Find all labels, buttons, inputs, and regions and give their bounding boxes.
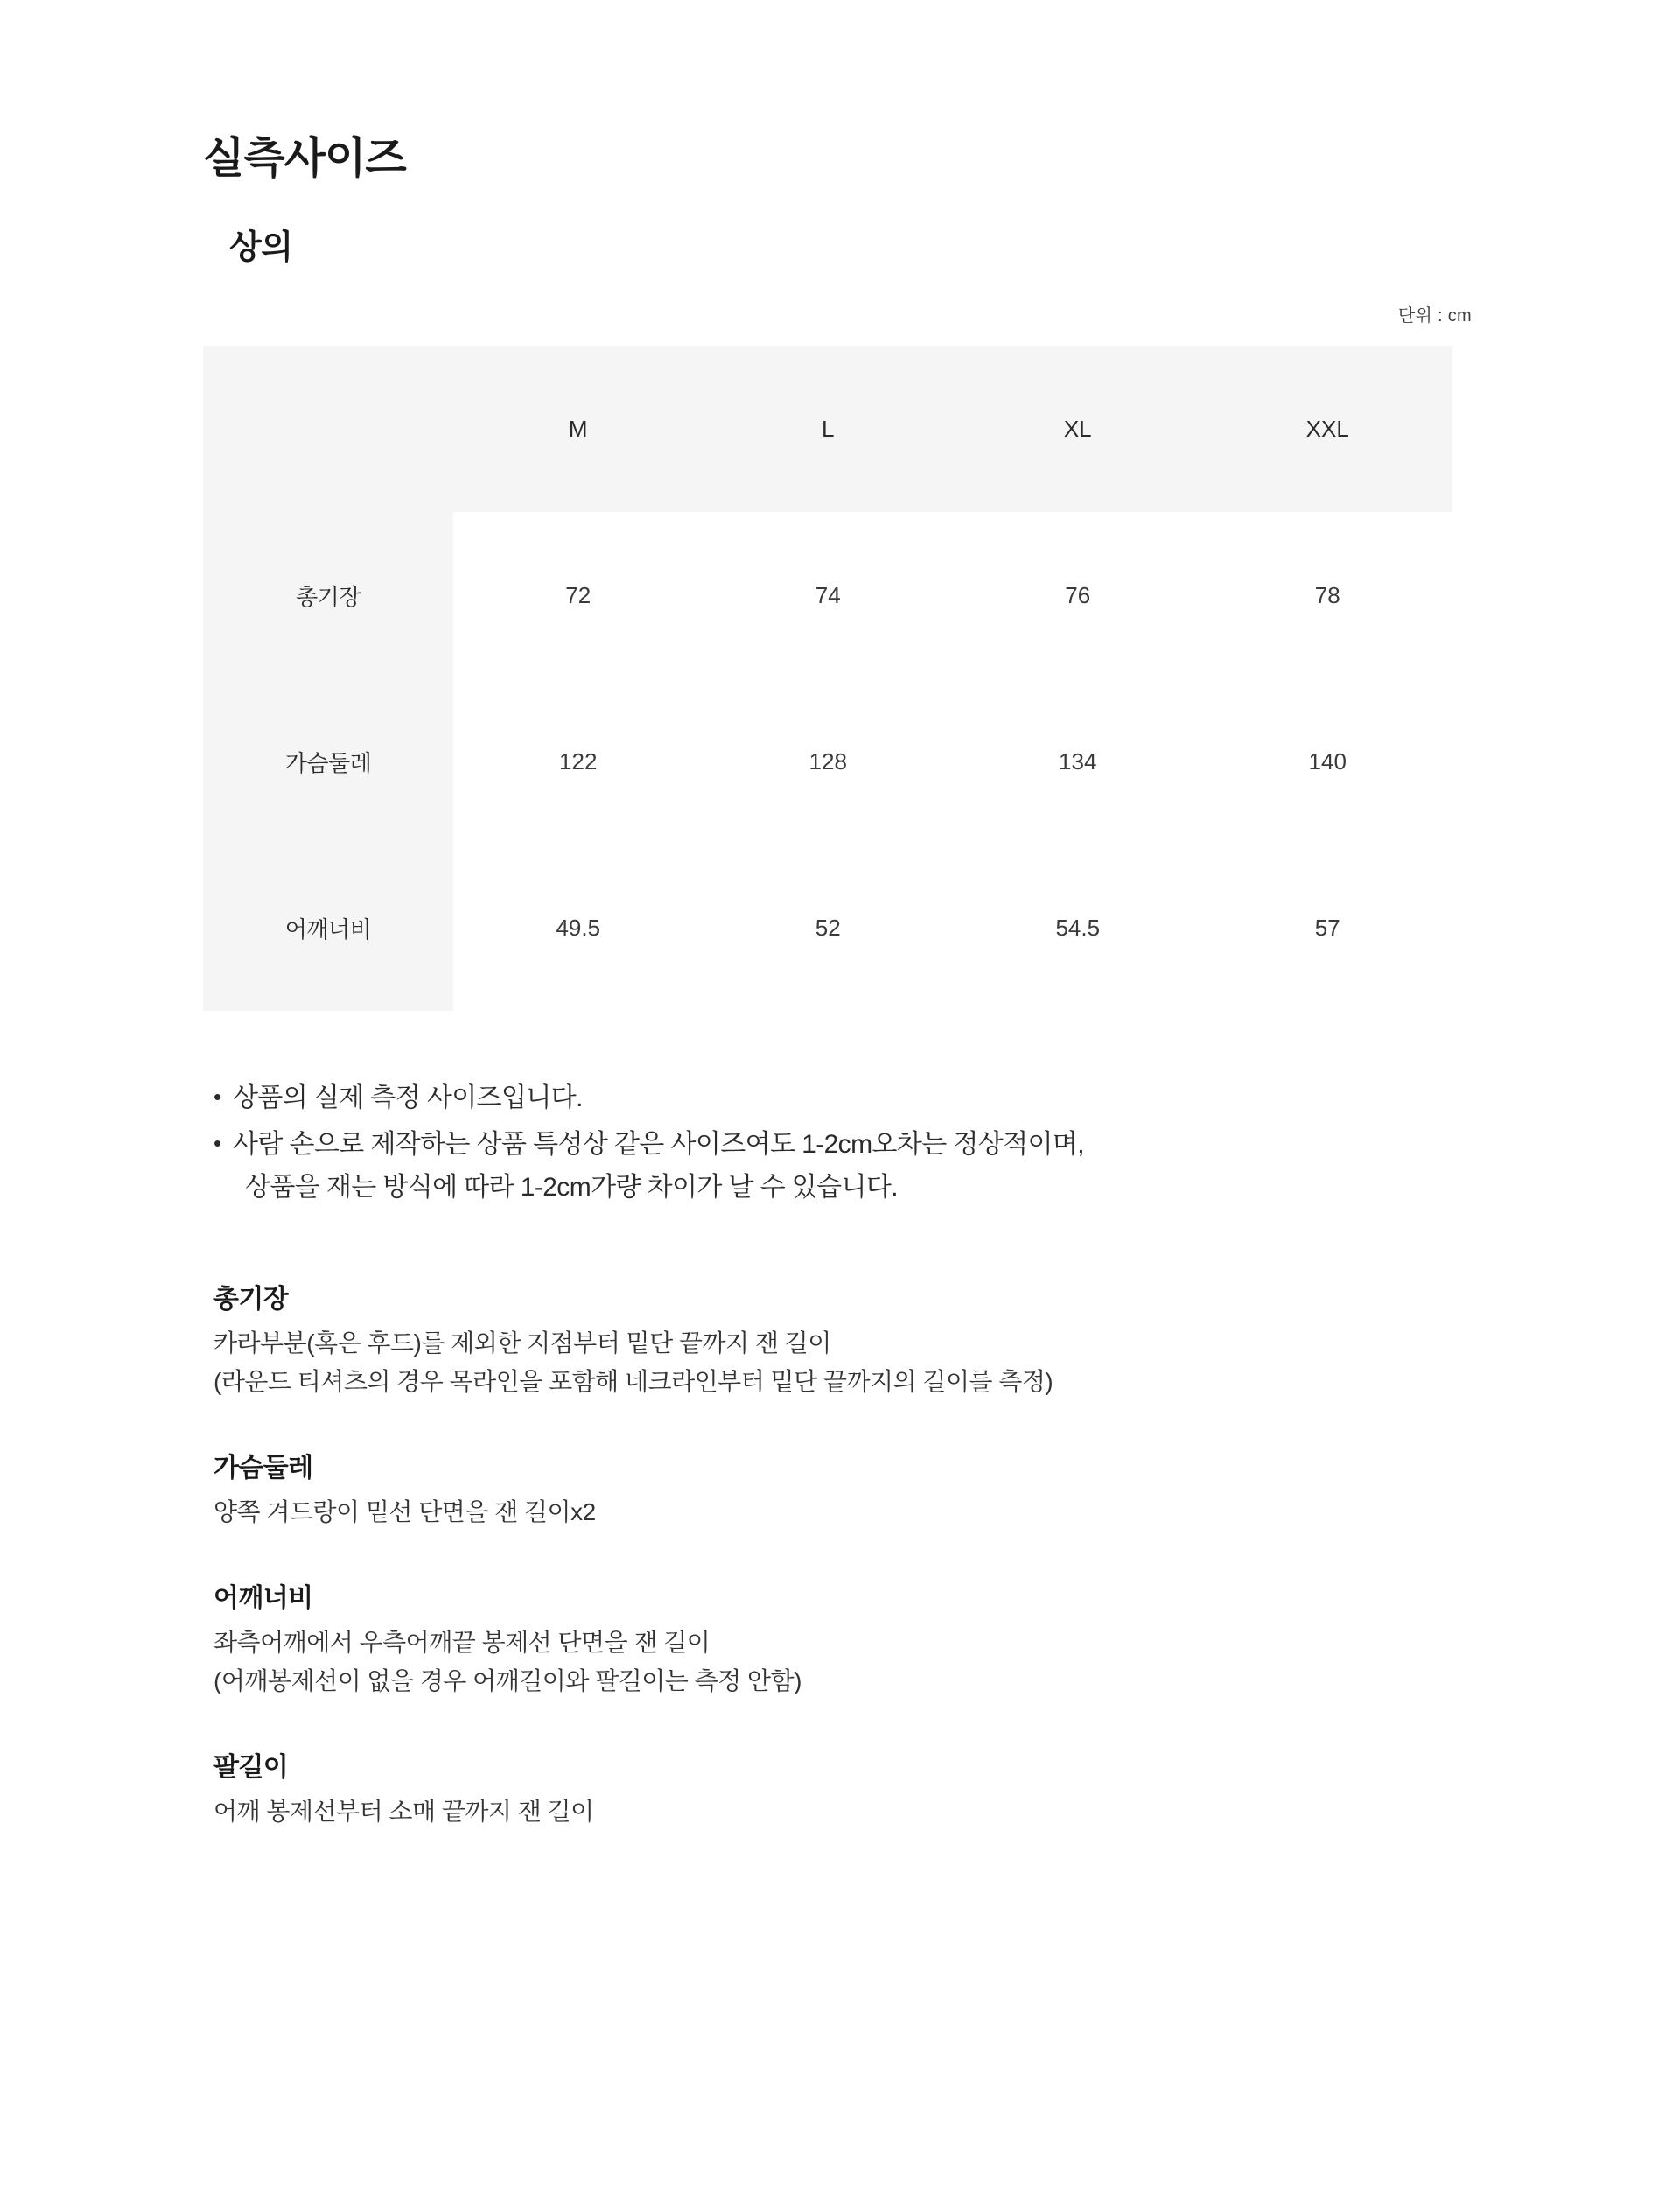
cell-chest-xl: 134 bbox=[953, 678, 1203, 845]
definitions-list bbox=[203, 1277, 1480, 1830]
cell-chest-m: 122 bbox=[453, 678, 704, 845]
definition-line-1: 양쪽 겨드랑이 밑선 단면을 잰 길이x2 bbox=[214, 1497, 596, 1525]
unit-label: 단위 : cm bbox=[1397, 306, 1472, 326]
cell-total-length-xl: 76 bbox=[953, 512, 1203, 678]
note-text-2-line2: 상품을 재는 방식에 따라 1-2cm가량 차이가 날 수 있습니다. bbox=[245, 1172, 898, 1202]
note-text-2-line1: 사람 손으로 제작하는 상품 특성상 같은 사이즈여도 1-2cm오차는 정상적이며, bbox=[233, 1129, 1084, 1159]
size-measurement-table bbox=[203, 346, 1452, 1011]
table-row bbox=[203, 845, 1452, 1011]
row-header-chest: 가슴둘레 bbox=[203, 678, 453, 845]
notes-list bbox=[203, 1077, 1480, 1209]
row-header-shoulder: 어깨너비 bbox=[203, 845, 453, 1011]
note-text-1: 상품의 실제 측정 사이즈입니다. bbox=[233, 1083, 583, 1113]
cell-total-length-xxl: 78 bbox=[1203, 512, 1453, 678]
cell-total-length-l: 74 bbox=[704, 512, 954, 678]
table-body bbox=[203, 512, 1452, 1011]
cell-total-length-m: 72 bbox=[453, 512, 704, 678]
definition-shoulder bbox=[214, 1576, 1480, 1700]
cell-chest-l: 128 bbox=[704, 678, 954, 845]
cell-shoulder-l: 52 bbox=[704, 845, 954, 1011]
content-container bbox=[203, 0, 1480, 1876]
cell-shoulder-m: 49.5 bbox=[453, 845, 704, 1011]
table-row bbox=[203, 678, 1452, 845]
definition-line-2: (라운드 티셔츠의 경우 목라인을 포함해 네크라인부터 밑단 끝까지의 길이를 측정) bbox=[214, 1367, 1054, 1395]
definition-line-1: 카라부분(혹은 후드)를 제외한 지점부터 밑단 끝까지 잰 길이 bbox=[214, 1329, 831, 1357]
table-corner-cell bbox=[203, 346, 453, 512]
cell-chest-xxl: 140 bbox=[1203, 678, 1453, 845]
definition-term: 총기장 bbox=[214, 1285, 289, 1315]
page-title: 실측사이즈 bbox=[203, 135, 406, 182]
table-row bbox=[203, 512, 1452, 678]
definition-term: 가슴둘레 bbox=[214, 1453, 313, 1483]
section-title-top: 상의 bbox=[229, 228, 293, 266]
table-header-row bbox=[203, 346, 1452, 512]
row-header-total-length: 총기장 bbox=[203, 512, 453, 678]
list-item bbox=[214, 1124, 1480, 1209]
column-header-m: M bbox=[453, 346, 704, 512]
definition-line-1: 좌측어깨에서 우측어깨끝 봉제선 단면을 잰 길이 bbox=[214, 1629, 710, 1657]
column-header-xxl: XXL bbox=[1203, 346, 1453, 512]
column-header-l: L bbox=[704, 346, 954, 512]
definition-term: 팔길이 bbox=[214, 1753, 289, 1783]
table-header bbox=[203, 346, 1452, 512]
column-header-xl: XL bbox=[953, 346, 1203, 512]
definition-line-2: (어깨봉제선이 없을 경우 어깨길이와 팔길이는 측정 안함) bbox=[214, 1666, 802, 1694]
definition-chest bbox=[214, 1446, 1480, 1531]
definition-total-length bbox=[214, 1277, 1480, 1400]
bullet-icon: • bbox=[214, 1083, 221, 1111]
cell-shoulder-xxl: 57 bbox=[1203, 845, 1453, 1011]
bullet-icon: • bbox=[214, 1129, 221, 1156]
definition-term: 어깨너비 bbox=[214, 1584, 313, 1614]
list-item bbox=[214, 1077, 1480, 1120]
definition-sleeve bbox=[214, 1745, 1480, 1830]
cell-shoulder-xl: 54.5 bbox=[953, 845, 1203, 1011]
definition-line-1: 어깨 봉제선부터 소매 끝까지 잰 길이 bbox=[214, 1798, 594, 1826]
note-text-2 bbox=[233, 1124, 1480, 1209]
